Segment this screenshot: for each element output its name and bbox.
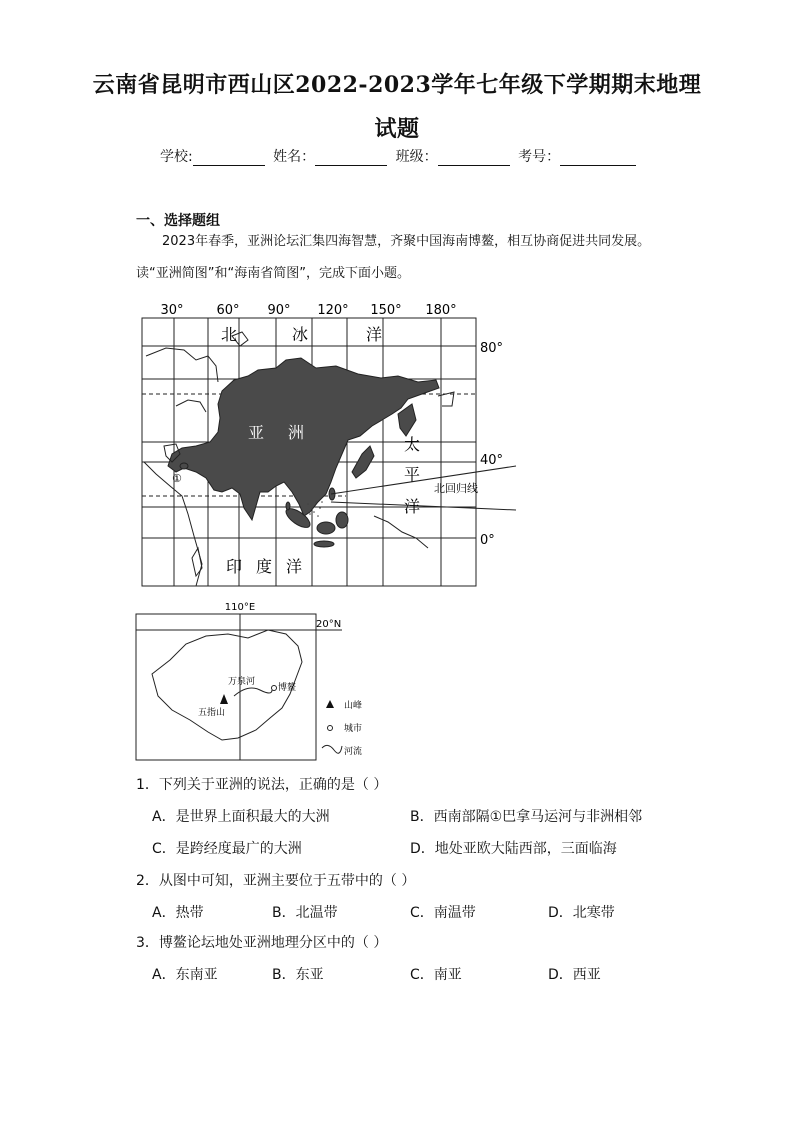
asia-label-1: 亚 <box>248 423 265 442</box>
marker-1-label: ① <box>172 472 182 485</box>
legend-river-icon <box>322 745 342 753</box>
name-label: 姓名： <box>273 149 316 165</box>
question-2-option-c[interactable]: C．南温带 <box>410 905 476 921</box>
boao-city-label: 博鳌 <box>278 683 297 693</box>
lon-label-30: 30° <box>160 303 184 318</box>
asia-label-2: 洲 <box>288 423 305 442</box>
lon-label-180: 180° <box>425 303 457 318</box>
indian-label-1: 印 <box>226 557 243 576</box>
wanquan-river-label: 万泉河 <box>228 677 256 687</box>
student-info-row <box>160 146 640 166</box>
section-title: 一、选择题组 <box>136 213 220 229</box>
school-blank[interactable] <box>193 151 265 166</box>
class-label: 班级： <box>395 149 438 165</box>
question-2-option-a[interactable]: A．热带 <box>152 905 204 921</box>
indian-label-3: 洋 <box>286 557 303 576</box>
lon-label-150: 150° <box>370 303 402 318</box>
lon-label-120: 120° <box>317 303 349 318</box>
arctic-label-2: 冰 <box>292 325 309 344</box>
question-3-stem: 3．博鳌论坛地处亚洲地理分区中的（ ） <box>136 935 388 951</box>
wuzhishan-peak-icon <box>220 694 228 704</box>
question-1-option-d[interactable]: D．地处亚欧大陆西部，三面临海 <box>410 841 617 857</box>
legend-peak-label: 山峰 <box>344 701 363 711</box>
legend-city-icon <box>328 726 333 731</box>
pacific-label-1: 太 <box>404 435 421 454</box>
lat-label-40: 40° <box>480 453 504 468</box>
page-title-line2: 试题 <box>374 116 420 142</box>
hainan-map <box>130 600 400 766</box>
question-3-option-b[interactable]: B．东亚 <box>272 967 324 983</box>
section-intro: 2023年春季，亚洲论坛汇集四海智慧，齐聚中国海南博鳌，相互协商促进共同发展。读“亚洲简图”和“海南省简图”，完成下面小题。 <box>136 234 651 281</box>
question-1-option-a[interactable]: A．是世界上面积最大的大洲 <box>152 809 330 825</box>
page-title-line1: 云南省昆明市西山区2022-2023学年七年级下学期期末地理 <box>92 72 702 98</box>
boao-city-icon <box>272 686 277 691</box>
question-3-option-d[interactable]: D．西亚 <box>548 967 601 983</box>
asia-map <box>136 296 526 592</box>
legend-peak-icon <box>326 700 334 708</box>
lon-label-90: 90° <box>267 303 291 318</box>
indian-label-2: 度 <box>256 557 273 576</box>
tropic-leader-lower <box>331 502 516 510</box>
question-1-stem: 1．下列关于亚洲的说法，正确的是（ ） <box>136 777 388 793</box>
question-2-option-b[interactable]: B．北温带 <box>272 905 338 921</box>
lat-label-0: 0° <box>480 533 495 548</box>
pacific-label-3: 洋 <box>404 497 421 516</box>
lat-label-80: 80° <box>480 341 504 356</box>
class-blank[interactable] <box>438 151 510 166</box>
name-blank[interactable] <box>315 151 387 166</box>
question-1-option-c[interactable]: C．是跨经度最广的大洲 <box>152 841 302 857</box>
hainan-lon-label: 110°E <box>224 602 256 613</box>
question-3-option-a[interactable]: A．东南亚 <box>152 967 218 983</box>
wuzhishan-label: 五指山 <box>198 708 226 718</box>
lon-label-60: 60° <box>216 303 240 318</box>
question-2-stem: 2．从图中可知，亚洲主要位于五带中的（ ） <box>136 873 416 889</box>
exam-no-label: 考号： <box>518 149 561 165</box>
question-1-option-b[interactable]: B．西南部隔①巴拿马运河与非洲相邻 <box>410 809 643 825</box>
legend-river-label: 河流 <box>344 747 363 757</box>
exam-no-blank[interactable] <box>560 151 636 166</box>
legend-city-label: 城市 <box>344 724 363 734</box>
tropic-label: 北回归线 <box>434 482 478 495</box>
question-3-option-c[interactable]: C．南亚 <box>410 967 462 983</box>
arctic-label-3: 洋 <box>366 325 383 344</box>
question-2-option-d[interactable]: D．北寒带 <box>548 905 615 921</box>
arctic-label-1: 北 <box>221 325 238 344</box>
school-label: 学校: <box>160 149 193 165</box>
hainan-lat-label: 20°N <box>316 619 342 630</box>
pacific-label-2: 平 <box>404 465 421 484</box>
